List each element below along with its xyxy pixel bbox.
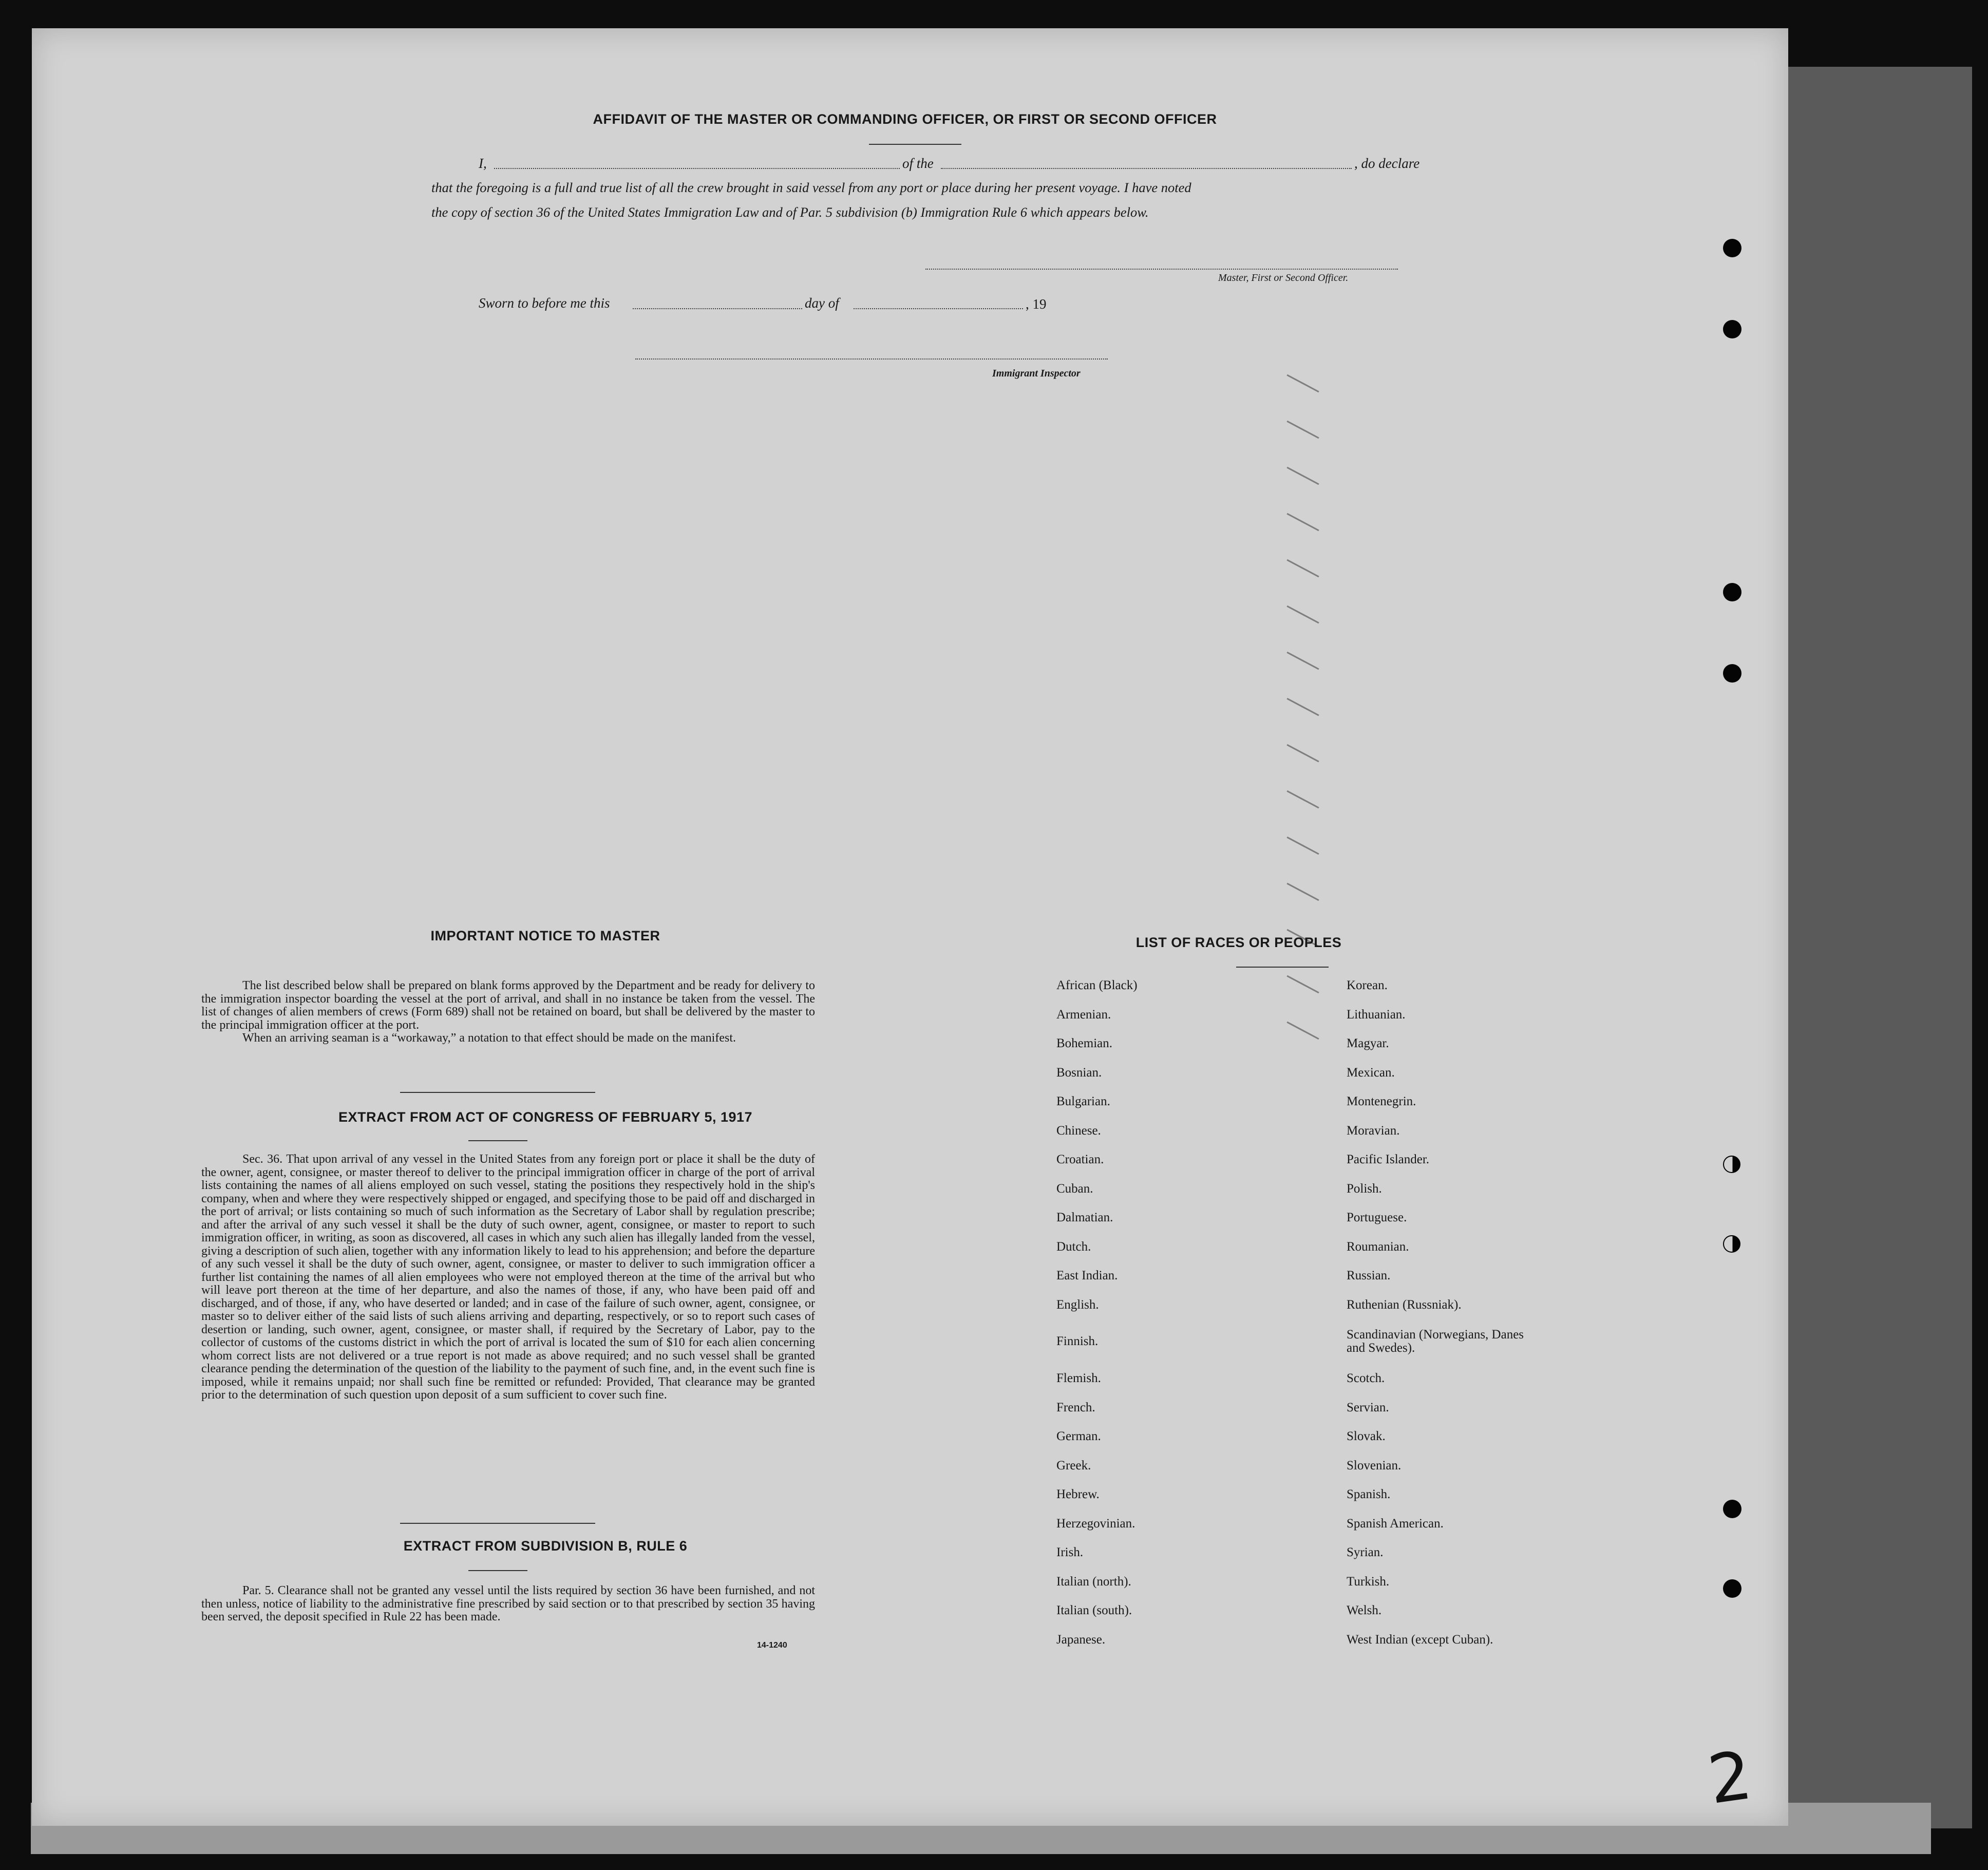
inspector-signature-field[interactable] (635, 358, 1108, 360)
punch-hole-icon (1723, 239, 1741, 257)
affidavit-name-field[interactable] (494, 168, 900, 169)
extract-act-text: Sec. 36. That upon arrival of any vessel in the United States from any foreign port or place it shall be the duty of the owner, agent, consignee, or master thereof to deliver to the principal immigration officer in charge of the port of arrival lists containing the names of all aliens employed on such vessel, stating the positions they respectively hold in the ship's company, when and where they were respectively shipped or engaged, and specifying those to be paid off and discharged in the port of arrival; or lists containing so much of such information as the Secretary of Labor shall by regulation prescribe; and after the arrival of any such vessel it shall be the duty of such owner, agent, consignee, or master to report to such immigration officer, in writing, as soon as discovered, all cases in which any such alien has illegally landed from the vessel, giving a description of such alien, together with any information likely to lead to his apprehension; and before the departure of any such vessel it shall be the duty of such owner, agent, consignee, or master to deliver to such immigration officer a further list containing the names of all alien employees who were not employed thereon at the time of the arrival but who will leave port thereon at the time of her departure, and also the names of those, if any, who have been paid off and discharged, and of those, if any, who have deserted or landed; and in case of the failure of such owner, agent, consignee, or master so to deliver either of the said lists of such aliens arriving and departing, respectively, or so to report such cases of desertion or landing, such owner, agent, consignee, or master shall, if required by the Secretary of Labor, pay to the collector of customs of the customs district in which the port of arrival is located the sum of $10 for each alien concerning whom correct lists are not delivered or a true report is not made as above required; and no such vessel shall be granted clearance pending the determination of the question of the liability to the payment of such fine, and, in the event such fine is imposed, while it remains unpaid; nor shall such fine be remitted or refunded: Provided, That clearance may be granted prior to the determination of such question upon deposit of a sum sufficient to cover such fine. (201, 1153, 815, 1402)
affidavit-of-label: of the (902, 156, 934, 171)
race-item: Polish. (1347, 1181, 1382, 1196)
form-number: 14-1240 (757, 1641, 787, 1650)
race-item: Scandinavian (Norwegians, Danes and Swedes). (1347, 1328, 1524, 1355)
punch-hole-icon (1723, 583, 1741, 601)
race-item: Montenegrin. (1347, 1094, 1416, 1108)
race-item: Hebrew. (1056, 1487, 1100, 1501)
race-item: Armenian. (1056, 1007, 1111, 1022)
race-item: Scotch. (1347, 1371, 1385, 1385)
notice-body (201, 979, 815, 1045)
sworn-date-field[interactable] (633, 308, 802, 309)
affidavit-declare-label: , do declare (1354, 156, 1420, 171)
race-item: Lithuanian. (1347, 1007, 1406, 1022)
race-item: Flemish. (1056, 1371, 1101, 1385)
extract-rule-title: EXTRACT FROM SUBDIVISION B, RULE 6 (403, 1538, 688, 1554)
race-item: French. (1056, 1400, 1095, 1414)
race-item: Cuban. (1056, 1181, 1093, 1196)
race-item: African (Black) (1056, 978, 1138, 992)
extract-act-rule (468, 1140, 527, 1141)
race-item: Syrian. (1347, 1545, 1384, 1559)
day-of-label: day of (805, 295, 839, 311)
race-item: German. (1056, 1429, 1101, 1443)
race-item: Greek. (1056, 1458, 1091, 1472)
race-item: Roumanian. (1347, 1239, 1409, 1254)
race-item: Spanish. (1347, 1487, 1391, 1501)
race-item: Turkish. (1347, 1574, 1390, 1589)
races-title-rule (1236, 967, 1329, 968)
sworn-month-field[interactable] (854, 308, 1023, 309)
race-item: Spanish American. (1347, 1516, 1444, 1531)
master-signature-caption: Master, First or Second Officer. (1218, 272, 1349, 284)
document-page (32, 28, 1788, 1826)
races-title: LIST OF RACES OR PEOPLES (1135, 935, 1342, 950)
extract-act-bottom-rule (400, 1523, 595, 1524)
race-item: Servian. (1347, 1400, 1389, 1414)
race-item: Slovak. (1347, 1429, 1386, 1443)
notice-paragraph-2: When an arriving seaman is a “workaway,” a notation to that effect should be made on the manifest. (242, 1031, 736, 1045)
year-label: , 19 (1026, 296, 1047, 312)
race-item: Korean. (1347, 978, 1388, 992)
race-item: Bohemian. (1056, 1036, 1113, 1050)
race-item: Mexican. (1347, 1065, 1395, 1080)
sworn-label: Sworn to before me this (479, 295, 610, 311)
inspector-caption: Immigrant Inspector (992, 368, 1081, 379)
race-item: Welsh. (1347, 1603, 1382, 1617)
punch-hole-icon (1723, 1579, 1741, 1598)
punch-hole-icon (1723, 1235, 1740, 1253)
race-item: West Indian (except Cuban). (1347, 1632, 1493, 1647)
affidavit-i-label: I, (479, 156, 487, 171)
race-item: Bosnian. (1056, 1065, 1102, 1080)
punch-hole-icon (1723, 1500, 1741, 1518)
extract-rule-rule (468, 1570, 527, 1571)
notice-title: IMPORTANT NOTICE TO MASTER (430, 928, 660, 943)
race-item: Bulgarian. (1056, 1094, 1110, 1108)
punch-hole-icon (1723, 1156, 1740, 1173)
race-item: Chinese. (1056, 1123, 1101, 1138)
race-item: English. (1056, 1297, 1099, 1312)
extract-rule-text: Par. 5. Clearance shall not be granted any vessel until the lists required by section 36 have been furnished, and not then unless, notice of liability to the administrative fine prescribed by said section or to that prescribed by section 35 having been served, the deposit specified in Rule 22 has been made. (201, 1584, 815, 1623)
race-item: Magyar. (1347, 1036, 1389, 1050)
affidavit-title-rule (869, 144, 961, 145)
affidavit-title: AFFIDAVIT OF THE MASTER OR COMMANDING OFFICER, OR FIRST OR SECOND OFFICER (593, 111, 1217, 127)
race-item: Pacific Islander. (1347, 1153, 1430, 1166)
affidavit-line-2: that the foregoing is a full and true list of all the crew brought in said vessel from any port or place during her present voyage. I have noted (431, 180, 1191, 195)
notice-rule (400, 1092, 595, 1093)
race-item: Moravian. (1347, 1123, 1400, 1138)
race-item: Russian. (1347, 1269, 1391, 1282)
master-signature-field[interactable] (925, 269, 1398, 270)
affidavit-vessel-field[interactable] (941, 168, 1352, 169)
race-item: Irish. (1056, 1545, 1084, 1559)
race-item: Portuguese. (1347, 1211, 1407, 1224)
race-item: East Indian. (1056, 1269, 1118, 1282)
affidavit-line-3: the copy of section 36 of the United States Immigration Law and of Par. 5 subdivision (b) Immigration Rule 6 which appears below. (431, 204, 1149, 220)
back-sheet (1782, 67, 1972, 1828)
race-item: Croatian. (1056, 1153, 1104, 1166)
race-item: Japanese. (1056, 1632, 1106, 1647)
race-item: Italian (south). (1056, 1603, 1132, 1617)
race-item: Dalmatian. (1056, 1211, 1113, 1224)
race-item: Ruthenian (Russniak). (1347, 1297, 1462, 1312)
punch-hole-icon (1723, 320, 1741, 338)
race-item: Finnish. (1056, 1334, 1099, 1348)
notice-paragraph-1: The list described below shall be prepared on blank forms approved by the Department and be ready for delivery to the immigration inspector boarding the vessel at the port of arrival, and shall in no instance be taken from the vessel. The list of changes of alien members of crews (Form 689) shall not be retained on board, but shall be delivered by the master to the principal immigration officer at the port. (201, 979, 815, 1032)
race-item: Dutch. (1056, 1239, 1091, 1254)
race-item: Italian (north). (1056, 1574, 1131, 1589)
race-item: Slovenian. (1347, 1458, 1402, 1472)
handwritten-page-number: 2 (1703, 1735, 1756, 1820)
race-item: Herzegovinian. (1056, 1516, 1135, 1531)
punch-hole-icon (1723, 664, 1741, 683)
extract-act-title: EXTRACT FROM ACT OF CONGRESS OF FEBRUARY 5, 1917 (338, 1109, 753, 1125)
